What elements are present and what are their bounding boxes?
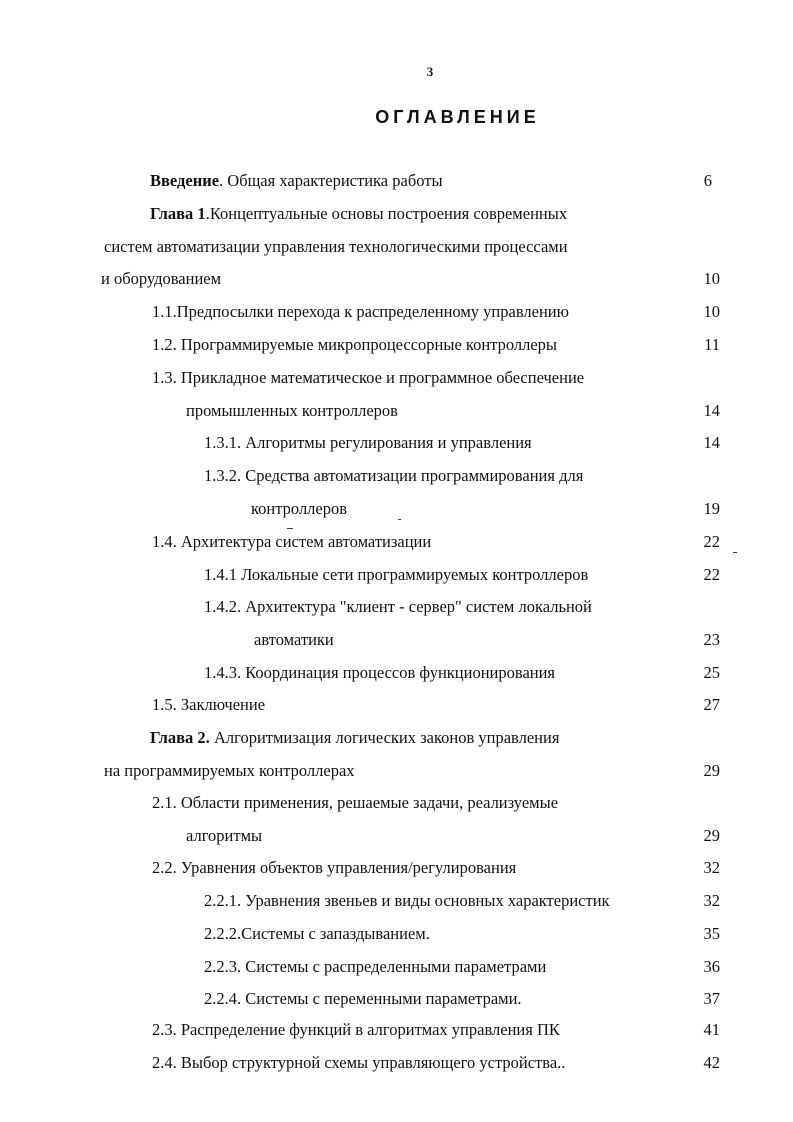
toc-page-1-4-3: 25: [703, 663, 720, 682]
toc-entry-1-4-1: 1.4.1 Локальные сети программируемых контроллеров: [204, 565, 589, 584]
toc-page-1-4: 22: [703, 532, 720, 551]
toc-page-1-2: 11: [704, 335, 720, 354]
toc-entry-chapter-2-line2: на программируемых контроллерах: [104, 761, 355, 780]
toc-entry-2-1: 2.1. Области применения, решаемые задачи, реализуемые: [152, 793, 559, 812]
toc-entry-text: .Концептуальные основы построения современных: [205, 204, 568, 223]
toc-entry-1-2: 1.2. Программируемые микропроцессорные контроллеры: [152, 335, 557, 354]
toc-entry-2-1-line2: алгоритмы: [186, 826, 263, 845]
toc-entry-1-4-2-line2: автоматики: [254, 630, 334, 649]
toc-entry-2-2-1: 2.2.1. Уравнения звеньев и виды основных характеристик: [204, 891, 610, 910]
toc-entry-text: Алгоритмизация логических законов управления: [209, 728, 560, 747]
scan-speck: [287, 528, 293, 529]
toc-page-2-2-2: 35: [703, 924, 720, 943]
toc-entry-1-3: 1.3. Прикладное математическое и программное обеспечение: [152, 368, 585, 387]
toc-page-intro: 6: [703, 171, 712, 190]
toc-page-2-2: 32: [703, 858, 720, 877]
toc-title: ОГЛАВЛЕНИЕ: [375, 107, 540, 127]
toc-entry-text: . Общая характеристика работы: [219, 171, 443, 190]
toc-entry-chapter-1-line2: систем автоматизации управления технологическими процессами: [104, 237, 568, 256]
toc-entry-2-3: 2.3. Распределение функций в алгоритмах управления ПК: [152, 1020, 560, 1039]
toc-page-2-2-1: 32: [703, 891, 720, 910]
toc-entry-1-3-2: 1.3.2. Средства автоматизации программирования для: [204, 466, 584, 485]
toc-entry-chapter-2: [150, 728, 559, 748]
toc-page-2-4: 42: [703, 1053, 720, 1072]
toc-page-1-3-1: 14: [703, 433, 720, 452]
toc-entry-head: Введение: [150, 171, 220, 190]
toc-entry-2-2-4: 2.2.4. Системы с переменными параметрами.: [204, 989, 522, 1008]
scan-speck: [398, 519, 401, 520]
toc-entry-head: Глава 2.: [150, 728, 210, 747]
toc-page-2-2-4: 37: [703, 989, 720, 1008]
toc-page-1-1: 10: [703, 302, 720, 321]
scan-speck: [733, 552, 737, 553]
toc-entry-2-2-2: 2.2.2.Системы с запаздыванием.: [204, 924, 430, 943]
toc-entry-1-4-2: 1.4.2. Архитектура "клиент - сервер" систем локальной: [204, 597, 592, 616]
toc-entry-chapter-1-line3: и оборудованием: [101, 269, 222, 288]
toc-entry-1-1: 1.1.Предпосылки перехода к распределенному управлению: [152, 302, 569, 321]
toc-entry-1-3-2-line2: контроллеров: [251, 499, 348, 518]
toc-entry-intro: [150, 171, 443, 191]
toc-page-2-2-3: 36: [703, 957, 720, 976]
toc-page-2-1: 29: [703, 826, 720, 845]
toc-page-1-4-1: 22: [703, 565, 720, 584]
toc-page-1-3: 14: [703, 401, 720, 420]
page-number: 3: [426, 64, 434, 79]
toc-page-1-4-2: 23: [703, 630, 720, 649]
toc-entry-1-4-3: 1.4.3. Координация процессов функционирования: [204, 663, 556, 682]
toc-entry-2-2-3: 2.2.3. Системы с распределенными параметрами: [204, 957, 547, 976]
toc-page-chapter-2: 29: [703, 761, 720, 780]
toc-page-1-3-2: 19: [703, 499, 720, 518]
toc-entry-1-4: 1.4. Архитектура систем автоматизации: [152, 532, 432, 551]
toc-page-chapter-1: 10: [703, 269, 720, 288]
toc-page-1-5: 27: [703, 695, 720, 714]
toc-page-2-3: 41: [703, 1020, 720, 1039]
toc-entry-2-2: 2.2. Уравнения объектов управления/регулирования: [152, 858, 517, 877]
toc-entry-1-3-line2: промышленных контроллеров: [186, 401, 398, 420]
toc-entry-chapter-1: [150, 204, 567, 224]
toc-entry-2-4: 2.4. Выбор структурной схемы управляющего устройства..: [152, 1053, 566, 1072]
toc-entry-1-3-1: 1.3.1. Алгоритмы регулирования и управления: [204, 433, 532, 452]
toc-entry-1-5: 1.5. Заключение: [152, 695, 266, 714]
toc-entry-head: Глава 1: [150, 204, 206, 223]
